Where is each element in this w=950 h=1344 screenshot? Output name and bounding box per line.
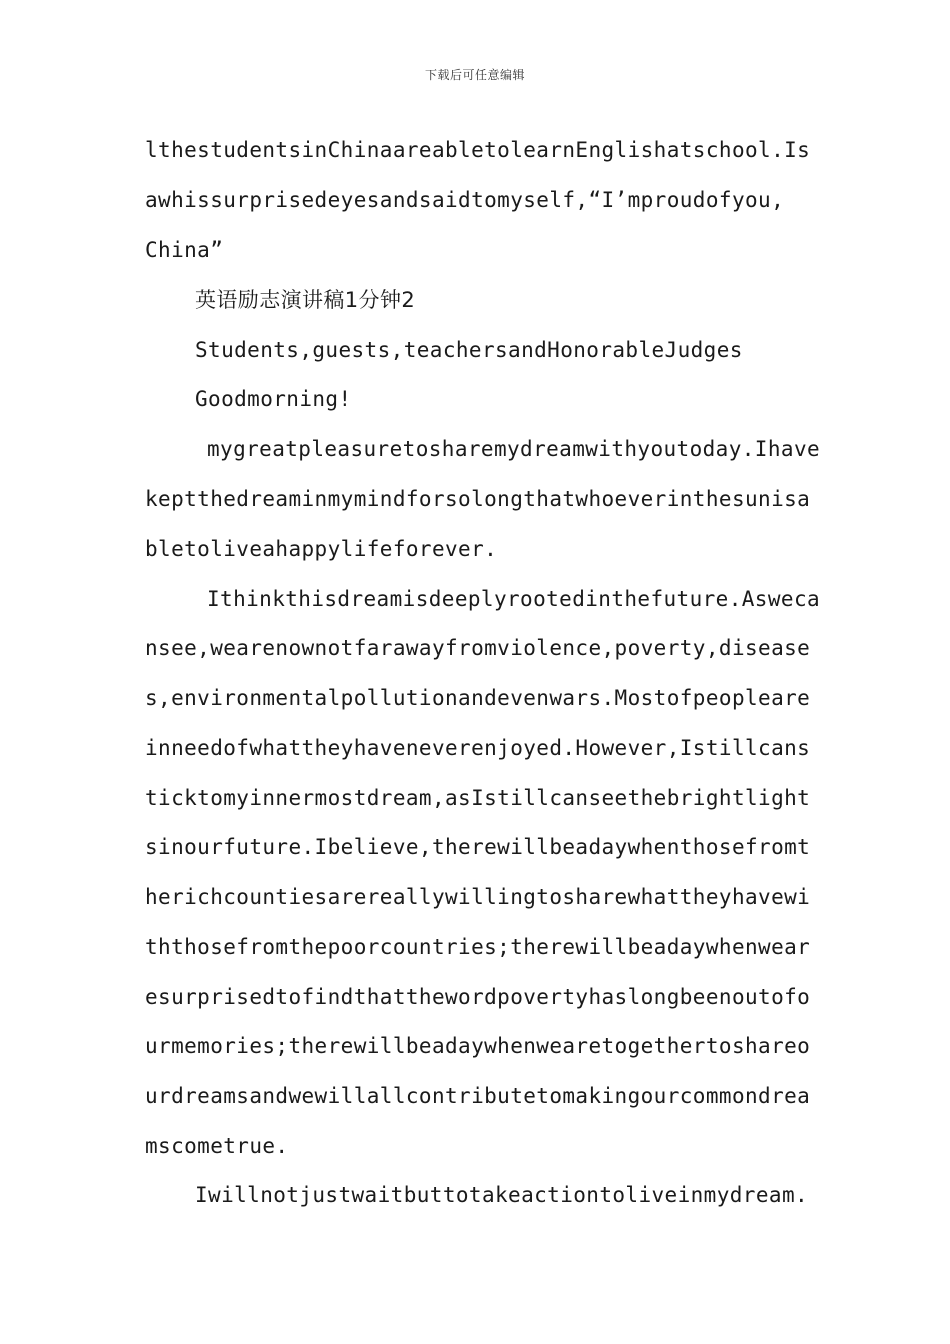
paragraph-line: herichcountiesarereallywillingtosharewhattheyhavewi (145, 885, 811, 909)
paragraph-line: Ithinkthisdreamisdeeplyrootedinthefuture.Asweca (207, 587, 821, 611)
paragraph-line: awhissurprisedeyesandsaidtomyself,“I’mproudofyou, (145, 188, 785, 212)
paragraph-line: Iwillnotjustwaitbuttotakeactiontoliveinmydream. (195, 1183, 809, 1207)
paragraph-line: inneedofwhattheyhaveneverenjoyed.However,Istillcans (145, 736, 811, 760)
paragraph-line: urmemories;therewillbeadaywhenwearetogethertoshareo (145, 1034, 811, 1058)
paragraph-line: esurprisedtofindthatthewordpovertyhaslongbeenoutofo (145, 985, 811, 1009)
paragraph-line: bletoliveahappylifeforever. (145, 537, 498, 561)
paragraph-line: s,environmentalpollutionandevenwars.Mostofpeopleare (145, 686, 811, 710)
page-header: 下载后可任意编辑 (424, 68, 525, 82)
paragraph-line: mygreatpleasuretosharemydreamwithyoutoday.Ihave (207, 437, 821, 461)
paragraph-line: urdreamsandwewillallcontributetomakingourcommondrea (145, 1084, 811, 1108)
paragraph-line: sinourfuture.Ibelieve,therewillbeadaywhenthosefromt (145, 835, 811, 859)
section-heading: 英语励志演讲稿1分钟2 (195, 288, 416, 312)
greeting-line: Goodmorning! (195, 387, 352, 411)
paragraph-line: nsee,wearenownotfarawayfromviolence,poverty,disease (145, 636, 811, 660)
paragraph-line: lthestudentsinChinaareabletolearnEnglishatschool.Is (145, 138, 811, 162)
paragraph-line: keptthedreaminmymindforsolongthatwhoeverinthesunisa (145, 487, 811, 511)
salutation-line: Students,guests,teachersandHonorableJudges (195, 338, 743, 362)
paragraph-line: ththosefromthepoorcountries;therewillbeadaywhenwear (145, 935, 811, 959)
paragraph-line: China” (145, 238, 224, 262)
paragraph-line: ticktomyinnermostdream,asIstillcanseethebrightlight (145, 786, 811, 810)
paragraph-line: mscometrue. (145, 1134, 289, 1158)
